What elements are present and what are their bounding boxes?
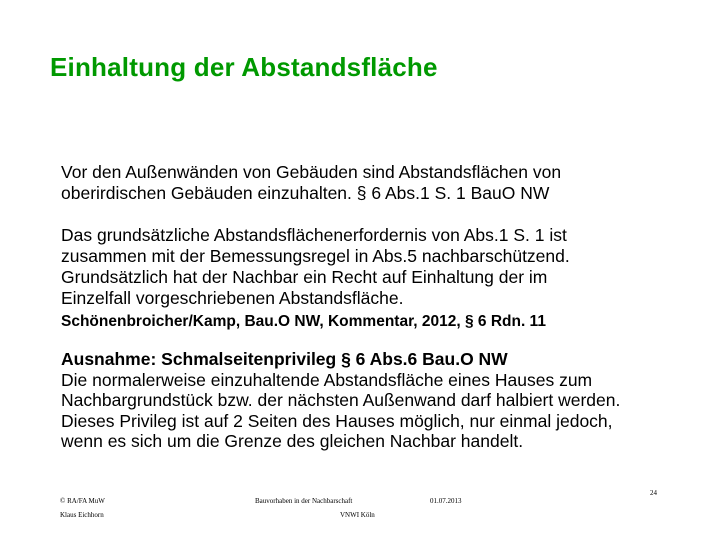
exception-heading: Ausnahme: Schmalseitenprivileg § 6 Abs.6 Bau.O NW [61,349,508,369]
paragraph-schmalseitenprivileg [61,349,681,452]
paragraph-nachbarschutz [61,225,681,309]
text-line: oberirdischen Gebäuden einzuhalten. § 6 Abs.1 S. 1 BauO NW [61,183,550,203]
text-line: Dieses Privileg ist auf 2 Seiten des Hauses möglich, nur einmal jedoch, [61,410,613,431]
commentary-citation: Schönenbroicher/Kamp, Bau.O NW, Kommentar, 2012, § 6 Rdn. 11 [61,313,546,330]
paragraph-abstandsflaechen [61,162,681,204]
footer-organization: VNWI Köln [340,511,375,519]
text-line: Nachbargrundstück bzw. der nächsten Außenwand darf halbiert werden. [61,390,621,410]
footer-date: 01.07.2013 [430,497,462,505]
footer-copyright: © RA/FA MuW [60,497,105,505]
text-line: Grundsätzlich hat der Nachbar ein Recht auf Einhaltung der im [61,267,548,287]
text-line: zusammen mit der Bemessungsregel in Abs.5 nachbarschützend. [61,246,570,266]
text-line: wenn es sich um die Grenze des gleichen Nachbar handelt. [61,431,524,451]
text-line: Die normalerweise einzuhaltende Abstandsfläche eines Hauses zum [61,369,593,390]
footer-author: Klaus Eichhorn [60,511,104,519]
slide-title: Einhaltung der Abstandsfläche [50,52,438,82]
text-line: Einzelfall vorgeschriebenen Abstandsfläche. [61,288,404,308]
footer-topic: Bauvorhaben in der Nachbarschaft [255,497,353,505]
text-line: Vor den Außenwänden von Gebäuden sind Abstandsflächen von [61,162,562,182]
footer-page-number: 24 [650,489,657,497]
text-line: Das grundsätzliche Abstandsflächenerfordernis von Abs.1 S. 1 ist [61,225,567,245]
